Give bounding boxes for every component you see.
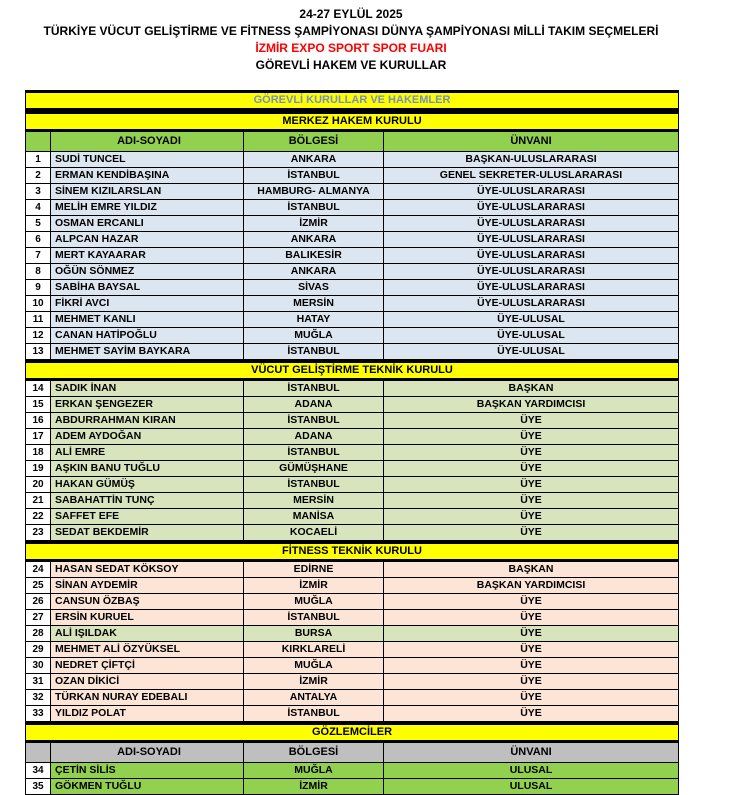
table-row xyxy=(26,413,678,429)
member-title: BAŞKAN YARDIMCISI xyxy=(384,578,678,593)
member-title: ÜYE-ULUSLARARASI xyxy=(384,216,678,231)
member-region: İSTANBUL xyxy=(244,168,384,183)
table-row xyxy=(26,658,678,674)
table-row xyxy=(26,706,678,722)
row-number: 35 xyxy=(26,779,51,794)
table-row xyxy=(26,280,678,296)
member-title: ÜYE xyxy=(384,642,678,657)
row-number: 18 xyxy=(26,445,51,460)
table-row xyxy=(26,477,678,493)
row-number: 6 xyxy=(26,232,51,247)
member-region: GÜMÜŞHANE xyxy=(244,461,384,476)
member-region: MUĞLA xyxy=(244,658,384,673)
member-name: GÖKMEN TUĞLU xyxy=(51,779,244,794)
member-name: MEHMET SAYİM BAYKARA xyxy=(51,344,244,359)
row-number: 1 xyxy=(26,152,51,167)
member-title: ÜYE-ULUSLARARASI xyxy=(384,184,678,199)
member-region: MUĞLA xyxy=(244,763,384,778)
region-column-header: BÖLGESİ xyxy=(244,743,384,762)
member-title: ULUSAL xyxy=(384,779,678,794)
row-number: 16 xyxy=(26,413,51,428)
name-column-header: ADI-SOYADI xyxy=(51,743,244,762)
member-title: ÜYE xyxy=(384,461,678,476)
table-row xyxy=(26,779,678,795)
member-name: AŞKIN BANU TUĞLU xyxy=(51,461,244,476)
member-title: ÜYE-ULUSLARARASI xyxy=(384,232,678,247)
row-number: 33 xyxy=(26,706,51,721)
officials-table xyxy=(25,90,679,795)
member-title: ÜYE-ULUSLARARASI xyxy=(384,296,678,311)
member-title: BAŞKAN YARDIMCISI xyxy=(384,397,678,412)
table-sections xyxy=(26,111,678,795)
table-row xyxy=(26,562,678,578)
event-title: TÜRKİYE VÜCUT GELİŞTİRME VE FİTNESS ŞAMPİYONASI DÜNYA ŞAMPİYONASI MİLLİ TAKIM SEÇMELERİ xyxy=(43,24,659,38)
member-region: ADANA xyxy=(244,397,384,412)
table-row xyxy=(26,509,678,525)
member-region: ANTALYA xyxy=(244,690,384,705)
table-row xyxy=(26,264,678,280)
member-name: NEDRET ÇİFTÇİ xyxy=(51,658,244,673)
column-header-row xyxy=(26,132,678,152)
member-region: İSTANBUL xyxy=(244,344,384,359)
member-name: SİNEM KIZILARSLAN xyxy=(51,184,244,199)
section-banner: VÜCUT GELİŞTİRME TEKNİK KURULU xyxy=(26,360,678,381)
member-name: HAKAN GÜMÜŞ xyxy=(51,477,244,492)
table-row xyxy=(26,690,678,706)
member-region: İSTANBUL xyxy=(244,381,384,396)
member-title: ÜYE-ULUSLARARASI xyxy=(384,264,678,279)
table-row xyxy=(26,461,678,477)
member-title: ÜYE xyxy=(384,413,678,428)
row-number: 22 xyxy=(26,509,51,524)
member-title: ÜYE xyxy=(384,658,678,673)
member-title: ÜYE-ULUSLARARASI xyxy=(384,200,678,215)
row-number: 32 xyxy=(26,690,51,705)
table-row xyxy=(26,200,678,216)
table-row xyxy=(26,397,678,413)
row-number: 29 xyxy=(26,642,51,657)
table-row xyxy=(26,626,678,642)
member-region: BALIKESİR xyxy=(244,248,384,263)
table-row xyxy=(26,232,678,248)
member-title: BAŞKAN-ULUSLARARASI xyxy=(384,152,678,167)
member-title: ÜYE xyxy=(384,477,678,492)
row-number: 2 xyxy=(26,168,51,183)
member-name: SUDİ TUNCEL xyxy=(51,152,244,167)
table-row xyxy=(26,445,678,461)
member-name: SADIK İNAN xyxy=(51,381,244,396)
row-number: 3 xyxy=(26,184,51,199)
member-name: OĞÜN SÖNMEZ xyxy=(51,264,244,279)
document-header xyxy=(25,6,677,74)
row-number: 21 xyxy=(26,493,51,508)
member-name: SAFFET EFE xyxy=(51,509,244,524)
member-name: ÇETİN SİLİS xyxy=(51,763,244,778)
table-row xyxy=(26,578,678,594)
table-row xyxy=(26,610,678,626)
row-number: 14 xyxy=(26,381,51,396)
table-row xyxy=(26,296,678,312)
table-row xyxy=(26,168,678,184)
row-number: 26 xyxy=(26,594,51,609)
title-column-header: ÜNVANI xyxy=(384,132,678,151)
member-region: MUĞLA xyxy=(244,594,384,609)
row-number: 25 xyxy=(26,578,51,593)
member-name: MELİH EMRE YILDIZ xyxy=(51,200,244,215)
member-region: ANKARA xyxy=(244,152,384,167)
member-region: İSTANBUL xyxy=(244,477,384,492)
member-name: SABAHATTİN TUNÇ xyxy=(51,493,244,508)
member-region: İSTANBUL xyxy=(244,610,384,625)
row-number: 9 xyxy=(26,280,51,295)
member-title: ÜYE-ULUSAL xyxy=(384,328,678,343)
member-name: ERKAN ŞENGEZER xyxy=(51,397,244,412)
row-number: 15 xyxy=(26,397,51,412)
table-row xyxy=(26,216,678,232)
row-number: 11 xyxy=(26,312,51,327)
row-number: 24 xyxy=(26,562,51,577)
member-region: İZMİR xyxy=(244,216,384,231)
member-title: ÜYE xyxy=(384,509,678,524)
member-name: OZAN DİKİCİ xyxy=(51,674,244,689)
member-title: ÜYE xyxy=(384,674,678,689)
table-row xyxy=(26,594,678,610)
row-number: 8 xyxy=(26,264,51,279)
section-banner: FİTNESS TEKNİK KURULU xyxy=(26,541,678,562)
member-region: İZMİR xyxy=(244,674,384,689)
row-number: 17 xyxy=(26,429,51,444)
member-title: ÜYE xyxy=(384,493,678,508)
row-number: 23 xyxy=(26,525,51,540)
member-region: KIRKLARELİ xyxy=(244,642,384,657)
document-title: GÖREVLİ HAKEM VE KURULLAR xyxy=(255,58,447,72)
member-title: ÜYE xyxy=(384,594,678,609)
member-region: İZMİR xyxy=(244,578,384,593)
member-region: ANKARA xyxy=(244,232,384,247)
member-name: SEDAT BEKDEMİR xyxy=(51,525,244,540)
member-title: BAŞKAN xyxy=(384,381,678,396)
table-row xyxy=(26,642,678,658)
member-name: CANSUN ÖZBAŞ xyxy=(51,594,244,609)
member-title: ÜYE xyxy=(384,690,678,705)
member-title: ÜYE xyxy=(384,445,678,460)
member-region: İSTANBUL xyxy=(244,706,384,721)
row-number: 34 xyxy=(26,763,51,778)
member-region: EDİRNE xyxy=(244,562,384,577)
member-name: TÜRKAN NURAY EDEBALI xyxy=(51,690,244,705)
member-name: SABİHA BAYSAL xyxy=(51,280,244,295)
table-row xyxy=(26,493,678,509)
title-column-header: ÜNVANI xyxy=(384,743,678,762)
table-row xyxy=(26,344,678,360)
member-region: MANİSA xyxy=(244,509,384,524)
member-name: ALİ EMRE xyxy=(51,445,244,460)
member-region: İZMİR xyxy=(244,779,384,794)
member-name: MERT KAYAARAR xyxy=(51,248,244,263)
table-row xyxy=(26,525,678,541)
table-row xyxy=(26,312,678,328)
row-number: 20 xyxy=(26,477,51,492)
member-region: ADANA xyxy=(244,429,384,444)
member-name: ERSİN KURUEL xyxy=(51,610,244,625)
member-region: HAMBURG- ALMANYA xyxy=(244,184,384,199)
member-title: ÜYE xyxy=(384,610,678,625)
member-region: BURSA xyxy=(244,626,384,641)
member-region: İSTANBUL xyxy=(244,445,384,460)
row-number: 12 xyxy=(26,328,51,343)
table-row xyxy=(26,674,678,690)
row-number: 5 xyxy=(26,216,51,231)
member-title: ÜYE xyxy=(384,429,678,444)
table-row xyxy=(26,184,678,200)
row-number: 30 xyxy=(26,658,51,673)
table-row xyxy=(26,763,678,779)
number-column-header xyxy=(26,743,51,762)
region-column-header: BÖLGESİ xyxy=(244,132,384,151)
member-title: GENEL SEKRETER-ULUSLARARASI xyxy=(384,168,678,183)
number-column-header xyxy=(26,132,51,151)
member-title: ÜYE-ULUSLARARASI xyxy=(384,248,678,263)
member-region: KOCAELİ xyxy=(244,525,384,540)
main-banner: GÖREVLİ KURULLAR VE HAKEMLER xyxy=(26,90,678,111)
member-region: İSTANBUL xyxy=(244,200,384,215)
event-venue: İZMİR EXPO SPORT SPOR FUARI xyxy=(255,41,447,55)
member-name: MEHMET ALİ ÖZYÜKSEL xyxy=(51,642,244,657)
table-row xyxy=(26,381,678,397)
member-region: MERSİN xyxy=(244,296,384,311)
member-title: ÜYE-ULUSLARARASI xyxy=(384,280,678,295)
member-title: ÜYE xyxy=(384,525,678,540)
section-banner: MERKEZ HAKEM KURULU xyxy=(26,111,678,132)
table-row xyxy=(26,248,678,264)
row-number: 28 xyxy=(26,626,51,641)
member-region: ANKARA xyxy=(244,264,384,279)
row-number: 4 xyxy=(26,200,51,215)
member-region: HATAY xyxy=(244,312,384,327)
member-name: MEHMET KANLI xyxy=(51,312,244,327)
member-name: ALİ IŞILDAK xyxy=(51,626,244,641)
row-number: 19 xyxy=(26,461,51,476)
member-title: ÜYE-ULUSAL xyxy=(384,312,678,327)
member-region: SİVAS xyxy=(244,280,384,295)
row-number: 13 xyxy=(26,344,51,359)
row-number: 10 xyxy=(26,296,51,311)
member-name: FİKRİ AVCI xyxy=(51,296,244,311)
member-title: ÜYE xyxy=(384,706,678,721)
table-row xyxy=(26,429,678,445)
name-column-header: ADI-SOYADI xyxy=(51,132,244,151)
member-region: İSTANBUL xyxy=(244,413,384,428)
row-number: 27 xyxy=(26,610,51,625)
member-region: MUĞLA xyxy=(244,328,384,343)
member-title: ULUSAL xyxy=(384,763,678,778)
column-header-row xyxy=(26,743,678,763)
member-name: CANAN HATİPOĞLU xyxy=(51,328,244,343)
member-title: ÜYE-ULUSAL xyxy=(384,344,678,359)
member-name: SİNAN AYDEMİR xyxy=(51,578,244,593)
member-name: ABDURRAHMAN KIRAN xyxy=(51,413,244,428)
member-name: OSMAN ERCANLI xyxy=(51,216,244,231)
row-number: 7 xyxy=(26,248,51,263)
row-number: 31 xyxy=(26,674,51,689)
section-banner: GÖZLEMCİLER xyxy=(26,722,678,743)
member-name: ALPCAN HAZAR xyxy=(51,232,244,247)
table-row xyxy=(26,152,678,168)
member-name: ERMAN KENDİBAŞINA xyxy=(51,168,244,183)
event-date: 24-27 EYLÜL 2025 xyxy=(299,7,403,21)
member-name: ADEM AYDOĞAN xyxy=(51,429,244,444)
table-row xyxy=(26,328,678,344)
member-title: ÜYE xyxy=(384,626,678,641)
member-name: YILDIZ POLAT xyxy=(51,706,244,721)
member-title: BAŞKAN xyxy=(384,562,678,577)
member-name: HASAN SEDAT KÖKSOY xyxy=(51,562,244,577)
member-region: MERSİN xyxy=(244,493,384,508)
